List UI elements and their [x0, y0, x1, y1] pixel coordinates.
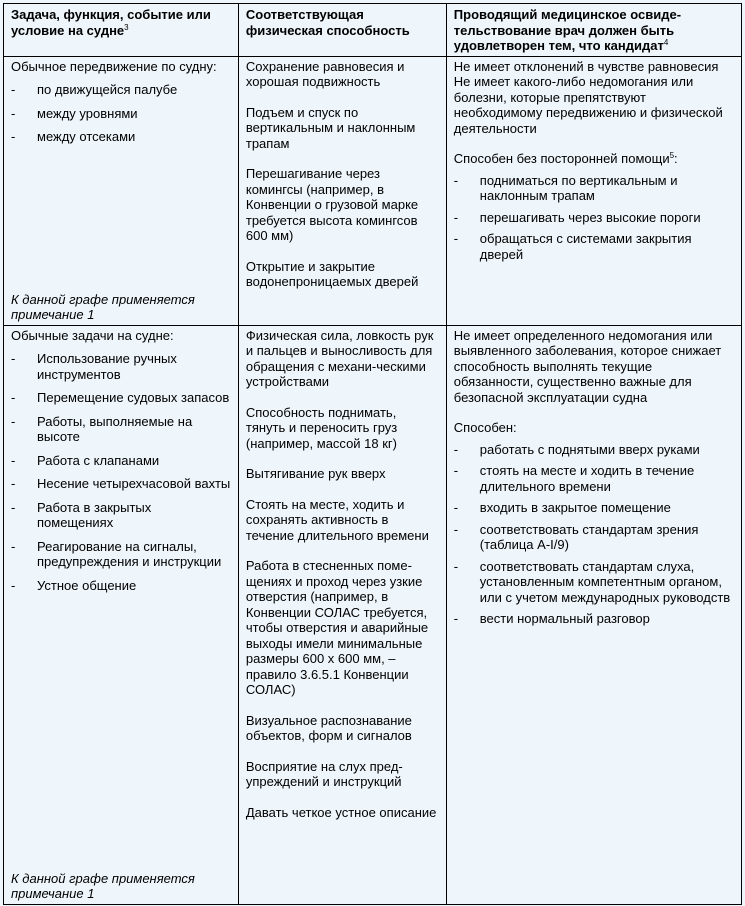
ability-paragraph: Открытие и закрытие водонепроницаемых дверей	[245, 258, 419, 289]
list-item: - вести нормальный разговор	[454, 611, 734, 627]
list-item: - стоять на месте и ходить в течение длительного времени	[454, 463, 734, 494]
list-item: - между отсеками	[11, 129, 231, 145]
row1-note: К данной графе применяется примечание 1	[11, 291, 195, 322]
list-item: - Работы, выполняемые на высоте	[11, 414, 231, 445]
requirements-table	[3, 3, 742, 905]
table-row	[4, 56, 742, 325]
list-item: - перешагивать через высокие пороги	[454, 210, 734, 226]
header-task	[4, 4, 239, 57]
header-doctor	[446, 4, 741, 57]
table-row	[4, 325, 742, 904]
row2-task-intro: Обычные задачи на судне:	[11, 327, 174, 343]
doctor-paragraph: Не имеет отклонений в чувстве равновесия	[453, 58, 719, 74]
list-item: - Работа в закрытых помещениях	[11, 500, 231, 531]
list-item: - Перемещение судовых запасов	[11, 390, 231, 406]
list-item: - подниматься по вертикальным и наклонным трапам	[454, 173, 734, 204]
ability-paragraph: Визуальное распознавание объектов, форм и сигналов	[245, 712, 412, 743]
list-item: - соответствовать стандартам слуха, установленным компетентным органом, или с учетом международных руководств	[454, 559, 734, 606]
list-item: - между уровнями	[11, 106, 231, 122]
row2-note: К данной графе применяется примечание 1	[11, 870, 195, 901]
list-item: - входить в закрытое помещение	[454, 500, 734, 516]
doctor-paragraph: Способен:	[453, 420, 517, 435]
row1-doctor-cell	[446, 56, 741, 325]
list-item: - Устное общение	[11, 578, 231, 594]
footnote-ref-3: 3	[124, 22, 129, 32]
doctor-paragraph: Не имеет определенного недомогания или выявленного заболевания, которое снижает способность выполнять текущие обязанности, существенно важные для безопасной эксплуатации судна	[453, 327, 722, 405]
ability-paragraph: Физическая сила, ловкость рук и пальцев и выносливость для обращения с механи-ческими устройствами	[245, 327, 434, 389]
ability-paragraph: Сохранение равновесия и хорошая подвижность	[245, 58, 405, 89]
ability-paragraph: Вытягивание рук вверх	[245, 466, 386, 481]
list-item: - Использование ручных инструментов	[11, 351, 231, 382]
doctor-paragraph-tail: :	[674, 151, 678, 166]
ability-paragraph: Восприятие на слух пред-упреждений и инструкций	[245, 758, 403, 789]
ability-paragraph: Способность поднимать, тянуть и переносить груз (например, массой 18 кг)	[245, 404, 398, 451]
ability-paragraph: Работа в стесненных поме-щениях и проход через узкие отверстия (например, в Конвенции СОЛАС требуется, чтобы отверстия и аварийные выходы имели минимальные размеры 600 х 600 мм, – правило 3.6.5.1 Конвенции СОЛАС)	[245, 558, 429, 697]
list-item: - обращаться с системами закрытия дверей	[454, 231, 734, 262]
doctor-paragraph: Не имеет какого-либо недомогания или болезни, которые препятствуют необходимому передвижению и физической деятельности	[453, 74, 723, 136]
doctor-paragraph	[454, 151, 734, 167]
ability-paragraph: Подъем и спуск по вертикальным и наклонным трапам	[245, 104, 416, 151]
list-item: - работать с поднятыми вверх руками	[454, 442, 734, 458]
header-ability	[238, 4, 446, 57]
row2-doctor-cell	[446, 325, 741, 904]
header-ability-text: Соответствующая физическая способность	[245, 7, 410, 38]
list-item: - Реагирование на сигналы, предупреждения и инструкции	[11, 539, 231, 570]
row2-doctor-list	[454, 442, 734, 627]
ability-paragraph: Стоять на месте, ходить и сохранять активность в течение длительного времени	[245, 496, 429, 543]
row2-task-list	[11, 343, 231, 593]
list-item: - Несение четырехчасовой вахты	[11, 476, 231, 492]
ability-paragraph: Давать четкое устное описание	[245, 804, 437, 820]
footnote-ref-5: 5	[669, 151, 675, 160]
list-item: - по движущейся палубе	[11, 82, 231, 98]
header-doctor-text: Проводящий медицинское освиде-тельствование врач должен быть удовлетворен тем, что кандидат	[453, 7, 682, 53]
row2-task-cell	[4, 325, 239, 904]
row2-ability-cell	[238, 325, 446, 904]
row1-ability-cell	[238, 56, 446, 325]
list-item: - Работа с клапанами	[11, 453, 231, 469]
row1-doctor-list	[454, 173, 734, 263]
row1-task-list	[11, 74, 231, 145]
doctor-paragraph-text: Способен без посторонней помощи	[453, 151, 670, 166]
row1-task-cell	[4, 56, 239, 325]
header-task-text: Задача, функция, событие или условие на судне	[11, 7, 211, 38]
row1-task-intro: Обычное передвижение по судну:	[11, 58, 217, 74]
header-row	[4, 4, 742, 57]
footnote-ref-4: 4	[663, 38, 669, 47]
ability-paragraph: Перешагивание через комингсы (например, в Конвенции о грузовой марке требуется высота комингсов 600 мм)	[245, 166, 419, 243]
list-item: - соответствовать стандартам зрения (таблица A-I/9)	[454, 522, 734, 553]
